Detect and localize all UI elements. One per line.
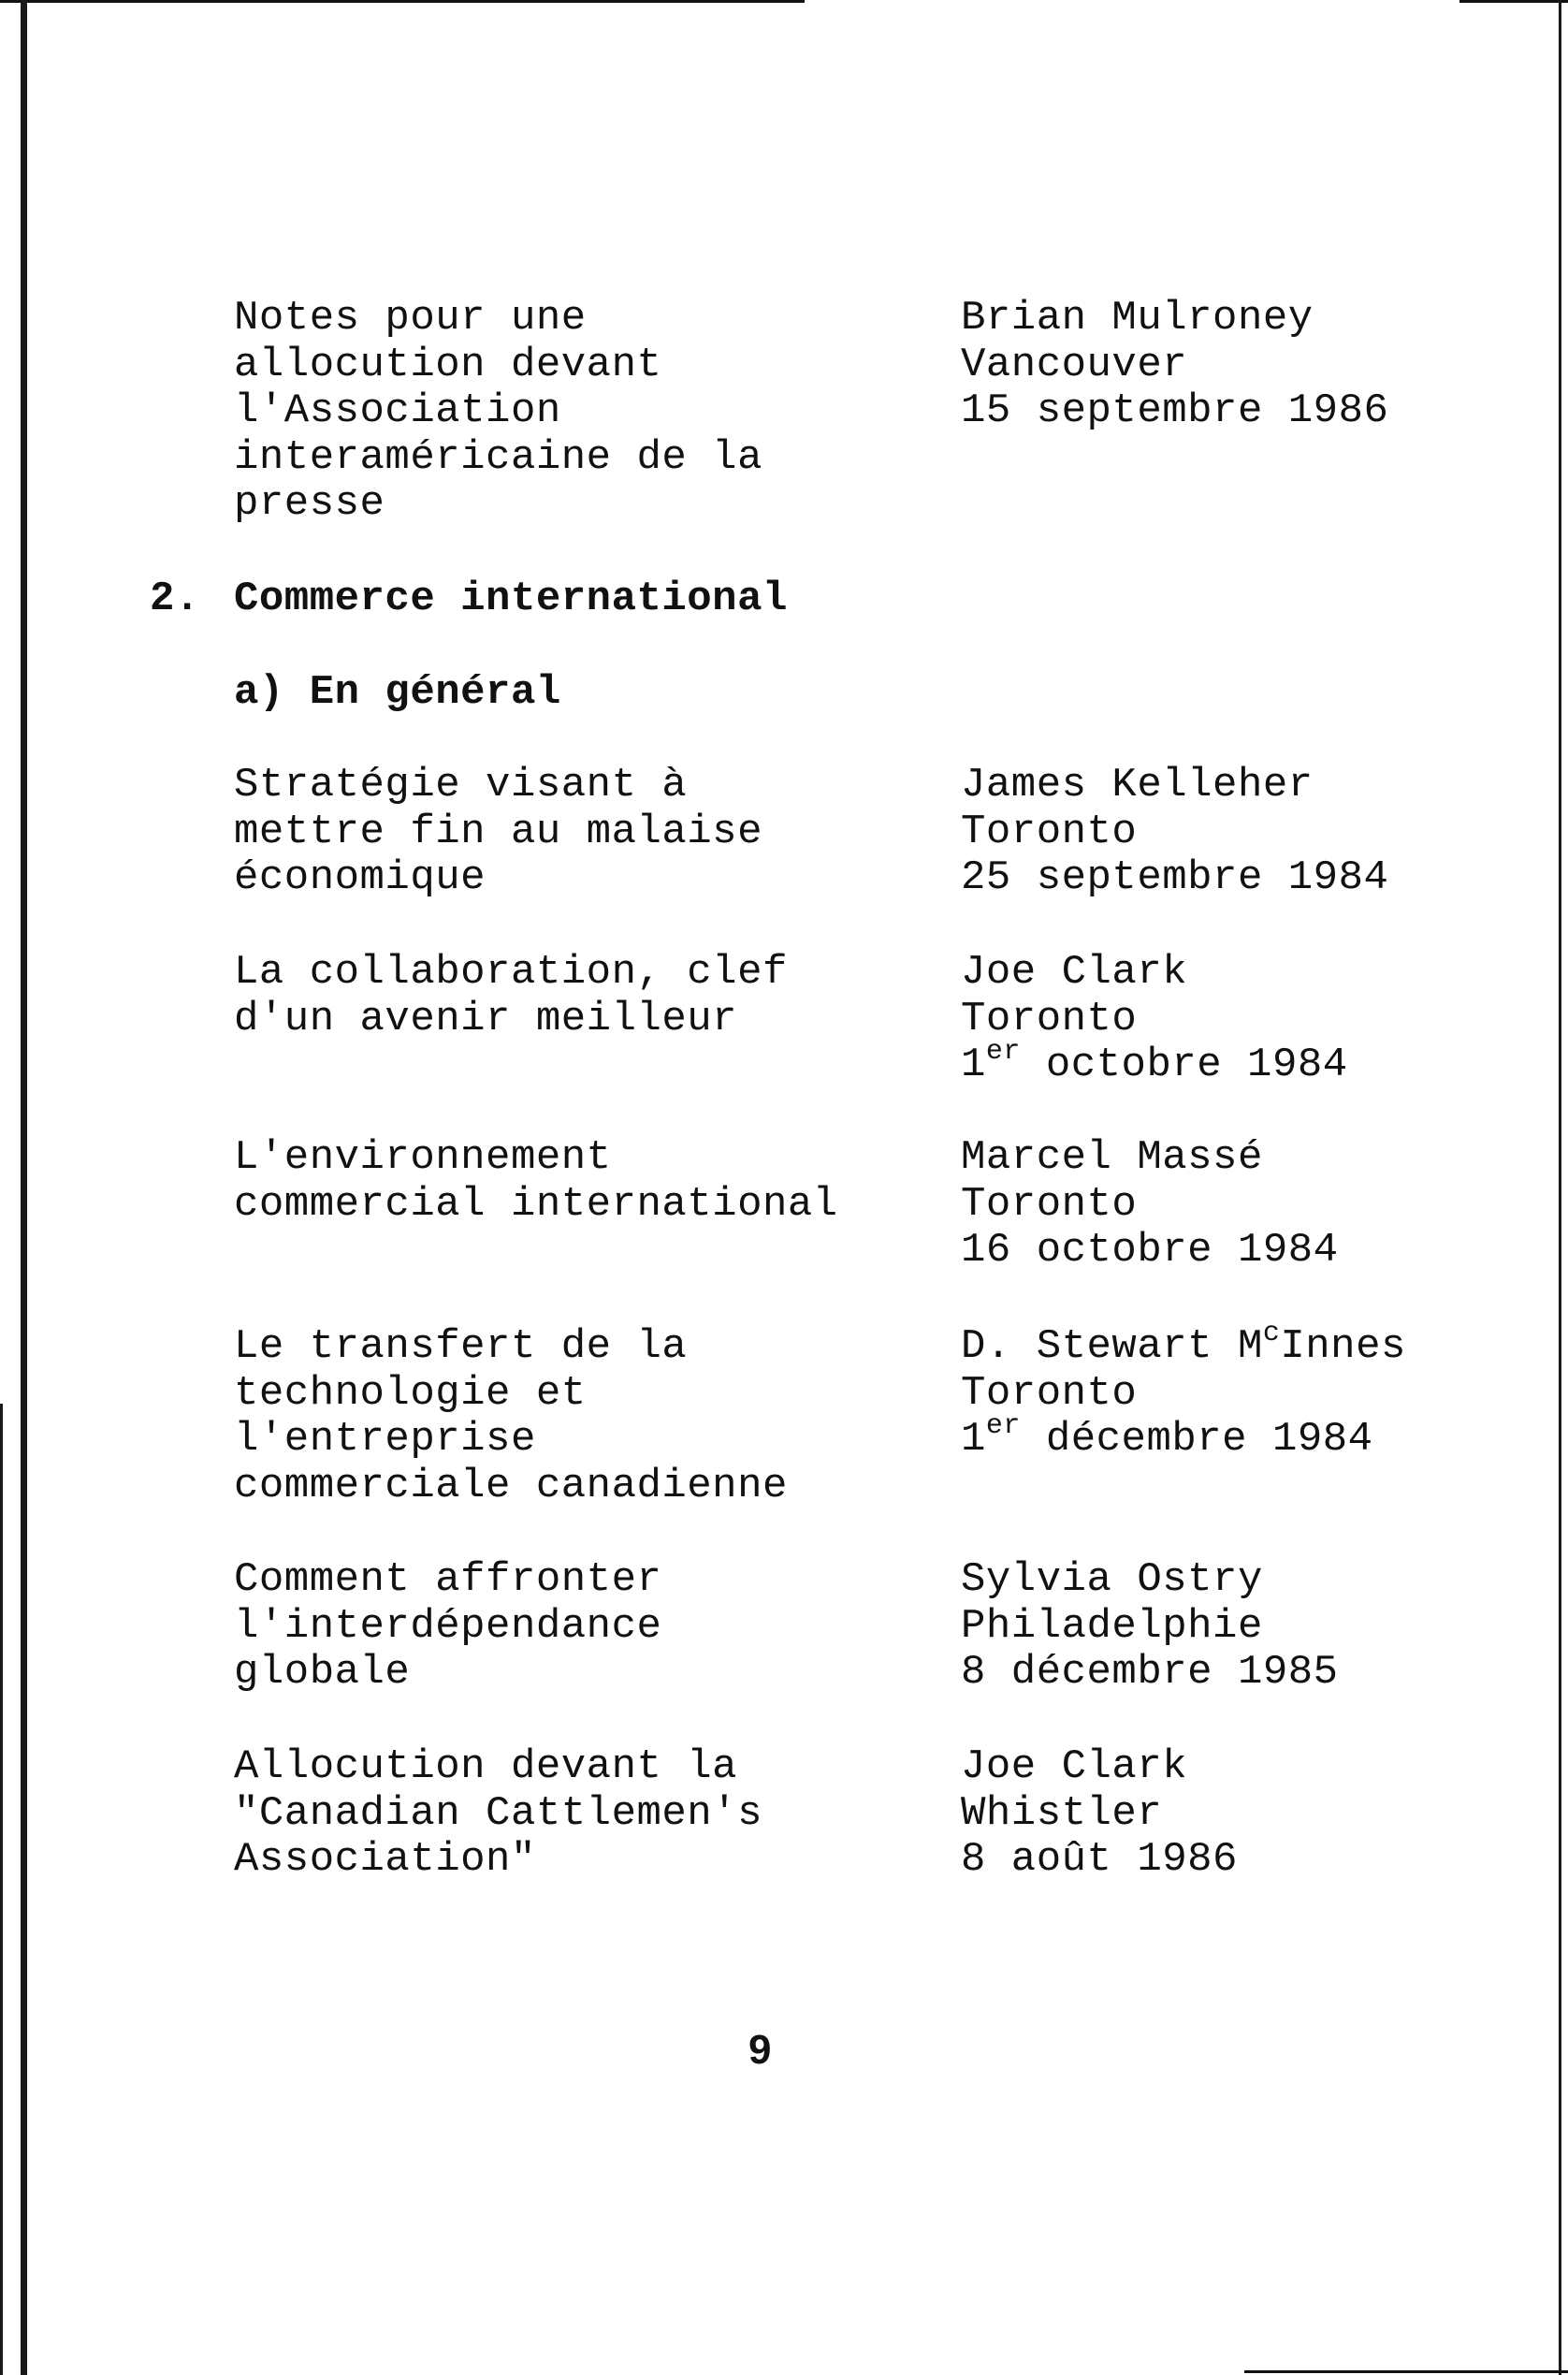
page-number: 9 xyxy=(748,2027,772,2073)
entry-place: Vancouver xyxy=(961,341,1188,388)
entry-speaker: Marcel Massé xyxy=(961,1134,1263,1181)
entry-meta xyxy=(961,763,1388,902)
entry-date: 25 septembre 1984 xyxy=(961,854,1389,901)
section-title: Commerce international xyxy=(234,576,788,622)
entry-place: Toronto xyxy=(961,808,1138,855)
bottom-edge-line xyxy=(1244,2370,1568,2373)
entry-place: Whistler xyxy=(961,1789,1163,1837)
right-edge-border xyxy=(1559,0,1561,2375)
entry-meta xyxy=(961,1557,1339,1697)
entry-date: 8 décembre 1985 xyxy=(961,1649,1339,1696)
entry-meta xyxy=(961,1744,1238,1884)
entry-title: Stratégie visant à mettre fin au malaise économique xyxy=(234,762,762,901)
entry-meta xyxy=(961,1135,1339,1275)
entry-date: 16 octobre 1984 xyxy=(961,1227,1339,1274)
entry-date: 1er octobre 1984 xyxy=(961,1036,1348,1088)
entry-title: Allocution devant la "Canadian Cattlemen's Association" xyxy=(234,1743,762,1883)
left-edge-border xyxy=(21,0,27,2375)
entry-speaker: D. Stewart $M^cInnes$ xyxy=(961,1318,1406,1370)
entry-place: Toronto xyxy=(961,1180,1138,1228)
entry-date: 15 septembre 1986 xyxy=(961,387,1389,434)
entry-speaker: Sylvia Ostry xyxy=(961,1556,1263,1603)
entry-speaker: James Kelleher xyxy=(961,762,1314,809)
entry-speaker: Joe Clark xyxy=(961,1743,1188,1790)
entry-title: Comment affronter l'interdépendance globale xyxy=(234,1556,662,1696)
entry-date: 1er décembre 1984 xyxy=(961,1410,1373,1463)
entry-date: 8 août 1986 xyxy=(961,1836,1238,1883)
entry-meta xyxy=(961,950,1348,1089)
entry-speaker: Brian Mulroney xyxy=(961,295,1314,342)
entry-title: L'environnement commercial international xyxy=(234,1134,838,1228)
left-edge-border-outer xyxy=(0,1404,3,2375)
entry-title: La collaboration, clef d'un avenir meilleur xyxy=(234,949,788,1042)
subsection-heading: a) En général xyxy=(234,669,561,716)
entry-meta xyxy=(961,1318,1406,1464)
top-edge-line-right xyxy=(1459,0,1568,3)
entry-title: Notes pour une allocution devant l'Association interaméricaine de la presse xyxy=(234,295,762,527)
entry-title: Le transfert de la technologie et l'entreprise commerciale canadienne xyxy=(234,1323,788,1509)
top-edge-line xyxy=(0,0,805,3)
section-number: 2. xyxy=(150,576,200,622)
entry-speaker: Joe Clark xyxy=(961,949,1188,996)
entry-place: Philadelphie xyxy=(961,1602,1263,1650)
entry-place: Toronto xyxy=(961,1369,1138,1417)
entry-place: Toronto xyxy=(961,995,1138,1042)
entry-meta xyxy=(961,296,1388,435)
